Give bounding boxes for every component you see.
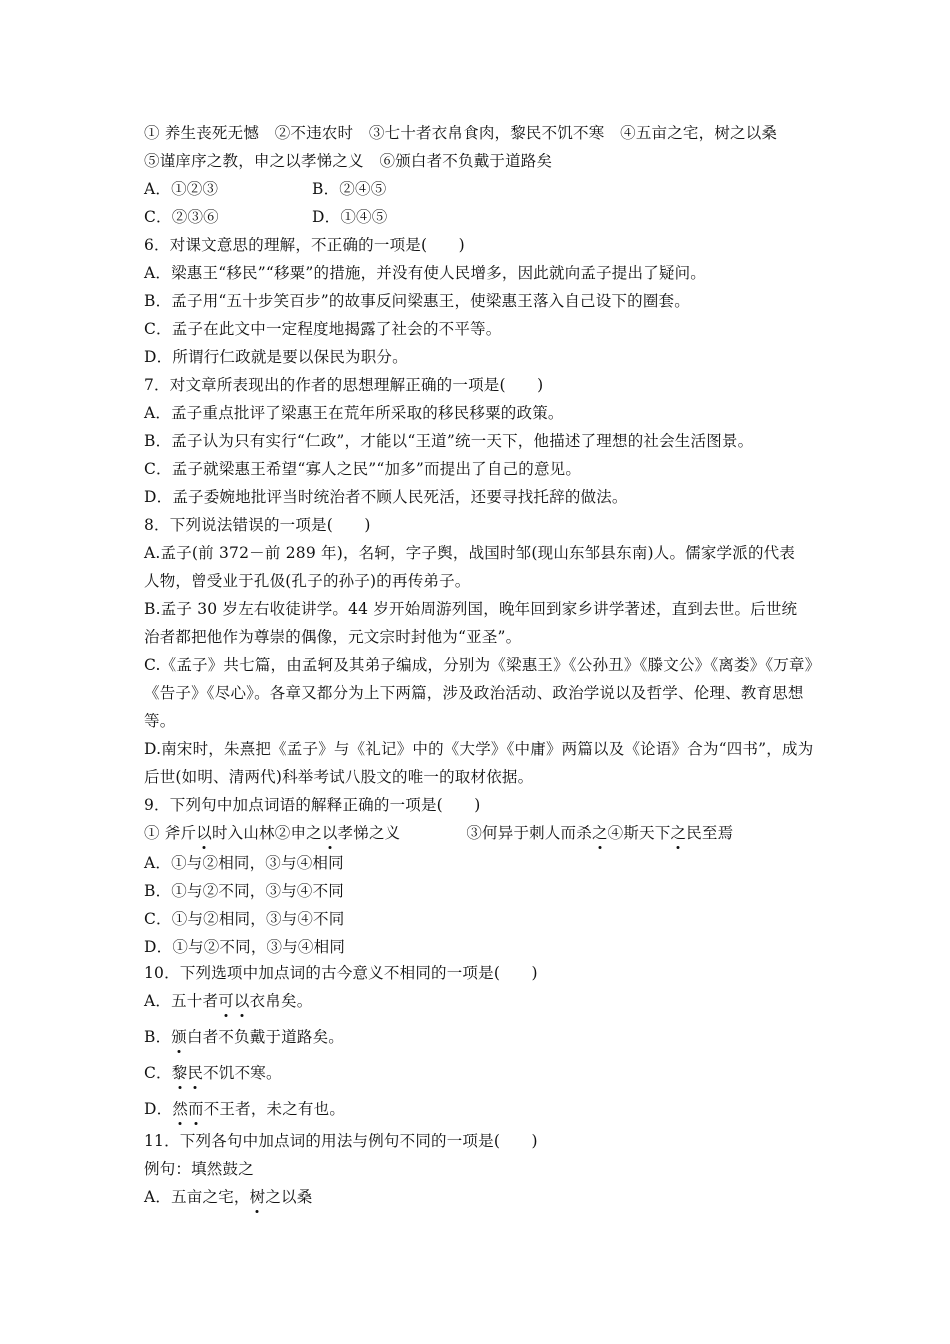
q9-s4-pre: ④斯天下 (607, 824, 671, 842)
q8-line-6: 《告子》《尽心》。各章又都分为上下两篇，涉及政治活动、政治学说以及哲学、伦理、教育思想 (144, 684, 804, 702)
q9-s3-pre: ③何异于刺人而杀 (466, 824, 592, 842)
q10-b-pre: B． (144, 1028, 172, 1046)
q10-a-post: 衣帛矣。 (249, 992, 313, 1010)
q11-option-a (144, 1187, 816, 1207)
q8-line-4: 治者都把他作为尊崇的偶像，元文宗时封他为“亚圣”。 (144, 628, 522, 646)
q8-line-7: 等。 (144, 712, 176, 730)
q9-s1-pre: ① 斧斤 (144, 824, 197, 842)
q5-options-row2 (144, 207, 816, 227)
q6-option-d: D．所谓行仁政就是要以保民为职分。 (144, 348, 408, 366)
q10-option-c (144, 1063, 816, 1083)
q7-option-d: D．孟子委婉地批评当时统治者不顾人民死活，还要寻找托辞的做法。 (144, 488, 628, 506)
q10-c-pre: C． (144, 1064, 172, 1082)
q5-items-line2: ⑤谨庠序之教，申之以孝悌之义 ⑥颁白者不负戴于道路矣 (144, 152, 553, 170)
q7-option-b: B．孟子认为只有实行“仁政”，才能以“王道”统一天下，他描述了理想的社会生活图景。 (144, 432, 754, 450)
q8-line-3: B.孟子 30 岁左右收徒讲学。44 岁开始周游列国，晚年回到家乡讲学著述，直到去世。后世统 (144, 600, 798, 618)
q5-items-line1: ① 养生丧死无憾 ②不违农时 ③七十者衣帛食肉，黎民不饥不寒 ④五亩之宅，树之以桑 (144, 124, 778, 142)
q6-option-c: C．孟子在此文中一定程度地揭露了社会的不平等。 (144, 320, 502, 338)
q10-a-pre: A．五十者 (144, 992, 219, 1010)
q11-a-post: 之以桑 (265, 1188, 313, 1206)
q6-option-a: A．梁惠王“移民”“移粟”的措施，并没有使人民增多，因此就向孟子提出了疑问。 (144, 264, 706, 282)
q8-line-1: A.孟子(前 372－前 289 年)，名轲，字子舆，战国时邹(现山东邹县东南)人。儒家学派的代表 (144, 544, 796, 562)
q7-stem: 7．对文章所表现出的作者的思想理解正确的一项是( ) (144, 376, 544, 394)
q9-s4-dotted-word: 之 (670, 824, 687, 842)
q10-option-b (144, 1027, 816, 1047)
q5-option-b: B．②④⑤ (312, 180, 387, 198)
q8-line-8: D.南宋时，朱熹把《孟子》与《礼记》中的《大学》《中庸》两篇以及《论语》合为“四书”，成为 (144, 740, 814, 758)
q9-stem: 9．下列句中加点词语的解释正确的一项是( ) (144, 796, 481, 814)
q10-d-pre: D． (144, 1100, 173, 1118)
q8-line-9: 后世(如明、清两代)科举考试八股文的唯一的取材依据。 (144, 768, 534, 786)
q9-option-b: B．①与②不同，③与④不同 (144, 882, 344, 900)
q6-option-b: B．孟子用“五十步笑百步”的故事反问梁惠王，使梁惠王落入自己设下的圈套。 (144, 292, 690, 310)
q10-d-post: 不王者，未之有也。 (203, 1100, 346, 1118)
q10-b-dotted: 颁 (171, 1028, 187, 1046)
q5-option-a: A．①②③ (144, 180, 219, 198)
q9-sentences (144, 823, 816, 843)
q11-a-dotted: 树 (249, 1188, 266, 1206)
q10-d-dotted-1: 然 (172, 1100, 189, 1118)
q10-c-dotted-1: 黎 (171, 1064, 188, 1082)
q10-a-dotted-1: 可 (218, 992, 234, 1010)
q11-a-pre: A．五亩之宅， (144, 1188, 250, 1206)
q6-stem: 6．对课文意思的理解，不正确的一项是( ) (144, 236, 465, 254)
q7-option-c: C．孟子就梁惠王希望“寡人之民”“加多”而提出了自己的意见。 (144, 460, 582, 478)
q11-stem: 11．下列各句中加点词的用法与例句不同的一项是( ) (144, 1132, 538, 1150)
q10-stem: 10．下列选项中加点词的古今意义不相同的一项是( ) (144, 964, 538, 982)
q10-c-dotted-2: 民 (187, 1064, 204, 1082)
q7-option-a: A．孟子重点批评了梁惠王在荒年所采取的移民移粟的政策。 (144, 404, 564, 422)
q10-c-post: 不饥不寒。 (203, 1064, 282, 1082)
q5-option-d: D．①④⑤ (312, 208, 388, 226)
q8-line-5: C.《孟子》共七篇，由孟轲及其弟子编成，分别为《梁惠王》《公孙丑》《滕文公》《离娄》《万章》 (144, 656, 821, 674)
q9-s1-post: 时入山林②申之 (211, 824, 322, 842)
q10-d-dotted-2: 而 (188, 1100, 204, 1118)
q8-line-2: 人物，曾受业于孔伋(孔子的孙子)的再传弟子。 (144, 572, 471, 590)
q10-option-a (144, 991, 816, 1011)
q10-option-d (144, 1099, 816, 1119)
q9-s1-dotted-word: 以 (196, 824, 212, 842)
q9-option-c: C．①与②相同，③与④不同 (144, 910, 345, 928)
q9-s3-dotted-word: 之 (591, 824, 608, 842)
q9-option-d: D．①与②不同，③与④相同 (144, 938, 346, 956)
q5-option-c: C．②③⑥ (144, 208, 219, 226)
q5-options-row1 (144, 179, 816, 199)
q9-option-a: A．①与②相同，③与④相同 (144, 854, 344, 872)
q9-s4-post: 民至焉 (686, 824, 734, 842)
q9-s2-post: 孝悌之义 (337, 824, 401, 842)
q11-example: 例句：填然鼓之 (144, 1160, 254, 1178)
q10-b-post: 白者不负戴于道路矣。 (187, 1028, 345, 1046)
q10-a-dotted-2: 以 (233, 992, 250, 1010)
q9-s2-dotted-word: 以 (321, 824, 338, 842)
q8-stem: 8．下列说法错误的一项是( ) (144, 516, 371, 534)
